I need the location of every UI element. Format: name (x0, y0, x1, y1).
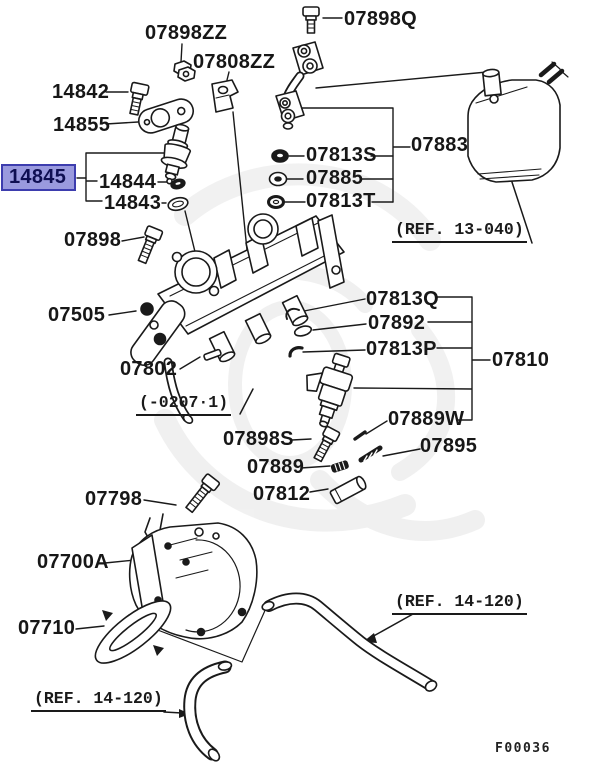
part-label-07700a[interactable]: 07700A (37, 551, 109, 573)
ref-label-14-120-right: (REF. 14-120) (392, 593, 527, 615)
fuel-pipe-07883-drawing (276, 42, 323, 129)
part-label-14844[interactable]: 14844 (99, 171, 157, 193)
part-label-07812[interactable]: 07812 (253, 483, 311, 505)
bracket-07808zz-drawing (212, 80, 238, 112)
sensor-14845-drawing (156, 122, 196, 187)
part-label-07813s[interactable]: 07813S (306, 144, 377, 166)
oring-07889w-drawing (355, 432, 365, 439)
hose-lower-left-drawing (190, 661, 232, 763)
bolt-07898-drawing (135, 226, 163, 265)
part-label-14855[interactable]: 14855 (53, 114, 111, 136)
part-label-07802[interactable]: 07802 (120, 358, 178, 380)
oring-07813p-drawing (290, 348, 302, 356)
ref-label-14-120-left: (REF. 14-120) (31, 690, 166, 712)
bolt-07898q-drawing (303, 7, 319, 33)
valve-07889-drawing (331, 461, 348, 473)
nut-07898zz-drawing (174, 61, 195, 81)
canister-drawing (468, 62, 568, 182)
part-label-14843[interactable]: 14843 (104, 192, 162, 214)
part-label-07889[interactable]: 07889 (247, 456, 305, 478)
part-label-14842[interactable]: 14842 (52, 81, 110, 103)
part-label-07898q[interactable]: 07898Q (344, 8, 417, 30)
injector-07810-drawing (293, 347, 358, 430)
part-label-07895[interactable]: 07895 (420, 435, 478, 457)
part-label-07813t[interactable]: 07813T (306, 190, 376, 212)
grommet-07892-drawing (294, 324, 313, 337)
part-label-07710[interactable]: 07710 (18, 617, 76, 639)
part-label-07813q[interactable]: 07813Q (366, 288, 439, 310)
washers-drawing (269, 150, 289, 208)
part-label-07813p[interactable]: 07813P (366, 338, 437, 360)
part-label-07885[interactable]: 07885 (306, 167, 364, 189)
selected-part-highlight[interactable]: 14845 (1, 164, 76, 191)
part-label-07808zz[interactable]: 07808ZZ (193, 51, 276, 73)
part-label-07810[interactable]: 07810 (492, 349, 550, 371)
part-label-07505[interactable]: 07505 (48, 304, 106, 326)
ref-label-13-040: (REF. 13-040) (392, 221, 527, 243)
gasket-07710-drawing (87, 591, 179, 673)
part-label-07898[interactable]: 07898 (64, 229, 122, 251)
part-label-07892[interactable]: 07892 (368, 312, 426, 334)
part-label-07798[interactable]: 07798 (85, 488, 143, 510)
spring-07895-drawing (361, 448, 380, 461)
date-range-label: (-0207·1) (136, 394, 231, 416)
part-label-07883[interactable]: 07883 (411, 134, 469, 156)
part-label-07889w[interactable]: 07889W (388, 408, 465, 430)
figure-code: F00036 (495, 741, 551, 756)
part-label-07898s[interactable]: 07898S (223, 428, 294, 450)
part-label-07898zz[interactable]: 07898ZZ (145, 22, 228, 44)
bolt-07898s-drawing (311, 426, 340, 463)
